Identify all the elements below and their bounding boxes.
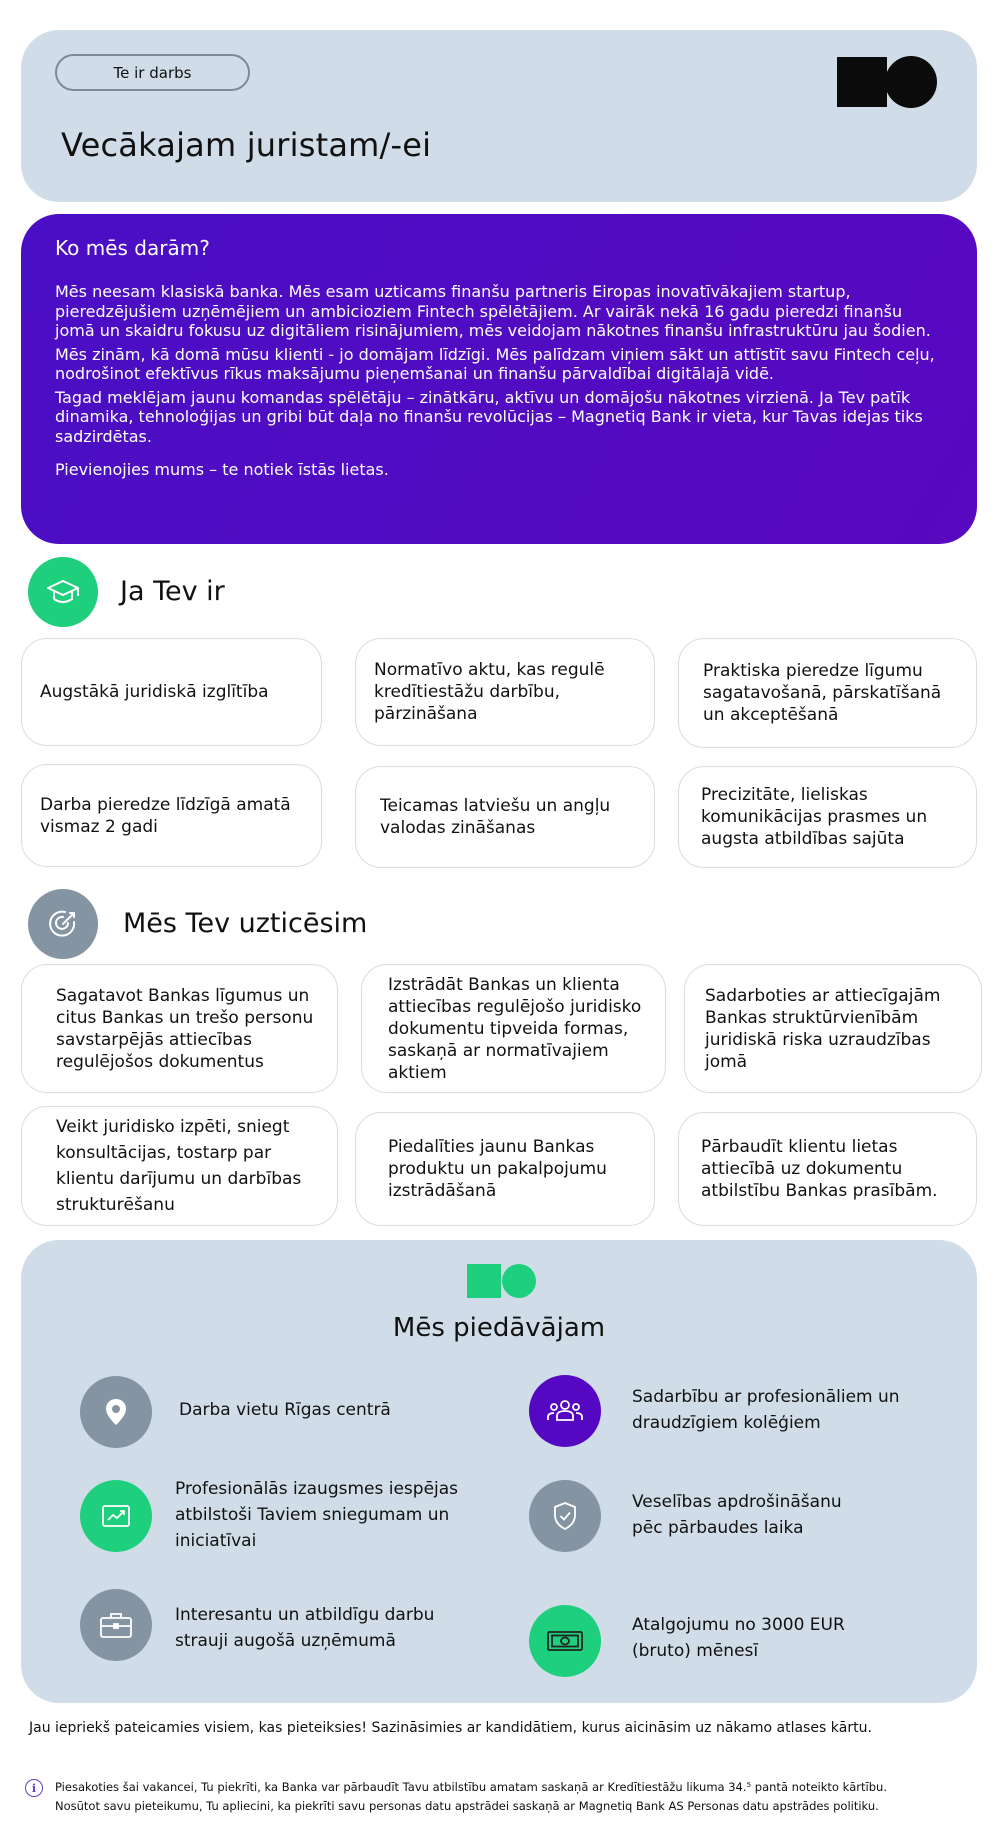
job-title: Vecākajam juristam/-ei (61, 126, 432, 164)
requirement-item: Praktiska pieredze līgumu sagatavošanā, pārskatīšanā un akceptēšanā (678, 638, 977, 748)
duty-item: Sadarboties ar attiecīgajām Bankas struktūrvienībām juridiskā riska uzraudzības jomā (684, 964, 982, 1093)
requirement-item: Teicamas latviešu un angļu valodas zināšanas (355, 766, 655, 868)
company-logo (837, 56, 937, 108)
about-paragraph: Mēs zinām, kā domā mūsu klienti - jo domājam līdzīgi. Mēs palīdzam viņiem sākt un attīstīt savu Fintech ceļu, nodrošinot efektīvus rīkus maksājumu pieņemšanai un finanšu pārvaldībai digitālajā vidē. (55, 344, 935, 383)
duty-item: Pārbaudīt klientu lietas attiecībā uz dokumentu atbilstību Bankas prasībām. (678, 1112, 977, 1226)
benefit-text: Atalgojumu no 3000 EUR (bruto) mēnesī (632, 1615, 845, 1661)
duty-item: Sagatavot Bankas līgumus un citus Bankas un trešo personu savstarpējās attiecības regulējošos dokumentus (21, 964, 338, 1093)
duties-title: Mēs Tev uzticēsim (123, 908, 368, 939)
duty-item: Izstrādāt Bankas un klienta attiecības regulējošo juridisko dokumentu tipveida formas, saskaņā ar normatīvajiem aktiem (361, 964, 666, 1093)
benefit-text: Profesionālās izaugsmes iespējas atbilstoši Taviem sniegumam un iniciatīvai (175, 1479, 459, 1551)
about-section (21, 214, 977, 544)
briefcase-icon (80, 1589, 152, 1661)
graduation-cap-icon (28, 557, 98, 627)
about-paragraph: Mēs neesam klasiskā banka. Mēs esam uzticams finanšu partneris Eiropas inovatīvākajiem startup, pieredzējušiem uzņēmējiem un ambicioziem Fintech spēlētājiem. Ar vairāk nekā 16 gadu pieredzi finanšu jomā un skaidru fokusu uz digitāliem risinājumiem, mēs veidojam nākotnes finanšu infrastruktūru jau šodien. (55, 282, 931, 340)
about-closing: Pievienojies mums – te notiek īstās lietas. (55, 460, 389, 479)
requirement-item: Augstākā juridiskā izglītība (21, 638, 322, 746)
duty-item: Veikt juridisko izpēti, sniegt konsultācijas, tostarp par klientu darījumu un darbības strukturēšanu (21, 1106, 338, 1226)
requirements-title: Ja Tev ir (120, 576, 225, 607)
job-badge: Te ir darbs (55, 54, 250, 91)
benefit-text: Sadarbību ar profesionāliem un draudzīgiem kolēģiem (632, 1387, 900, 1433)
info-icon: i (25, 1779, 43, 1797)
shield-check-icon (529, 1480, 601, 1552)
legal-note-line: Nosūtot savu pieteikumu, Tu apliecini, ka piekrīti savu personas datu apstrādei saskaņā ar Magnetiq Bank AS Personas datu apstrādes politiku. (55, 1799, 879, 1813)
benefit-text: Darba vietu Rīgas centrā (179, 1400, 391, 1420)
requirement-item: Darba pieredze līdzīgā amatā vismaz 2 gadi (21, 764, 322, 867)
team-icon (529, 1375, 601, 1447)
requirement-item: Normatīvo aktu, kas regulē kredītiestāžu darbību, pārzināšana (355, 638, 655, 746)
company-logo (467, 1264, 537, 1298)
target-icon (28, 889, 98, 959)
banknote-icon (529, 1605, 601, 1677)
benefit-text: Veselības apdrošināšanu pēc pārbaudes laika (632, 1492, 842, 1538)
about-heading: Ko mēs darām? (55, 236, 210, 260)
offer-section (21, 1240, 977, 1703)
growth-chart-icon (80, 1480, 152, 1552)
location-pin-icon (80, 1376, 152, 1448)
duty-item: Piedalīties jaunu Bankas produktu un pakalpojumu izstrādāšanā (355, 1112, 655, 1226)
thanks-text: Jau iepriekš pateicamies visiem, kas pieteiksies! Sazināsimies ar kandidātiem, kurus aicināsim uz nākamo atlases kārtu. (29, 1720, 872, 1736)
header-card (21, 30, 977, 202)
requirement-item: Precizitāte, lieliskas komunikācijas prasmes un augsta atbildības sajūta (678, 766, 977, 868)
about-paragraph: Tagad meklējam jaunu komandas spēlētāju – zinātkāru, aktīvu un domājošu nākotnes virzienā. Ja Tev patīk dinamika, tehnoloģijas un gribi būt daļa no finanšu revolūcijas – Magnetiq Bank ir vieta, kur Tavas idejas tiks sadzirdētas. (55, 387, 923, 446)
legal-note-line: Piesakoties šai vakancei, Tu piekrīti, ka Banka var pārbaudīt Tavu atbilstību amatam saskaņā ar Kredītiestāžu likuma 34.⁵ pantā noteikto kārtību. (55, 1780, 887, 1794)
benefit-text: Interesantu un atbildīgu darbu strauji augošā uzņēmumā (175, 1605, 435, 1651)
offer-title: Mēs piedāvājam (392, 1313, 606, 1343)
